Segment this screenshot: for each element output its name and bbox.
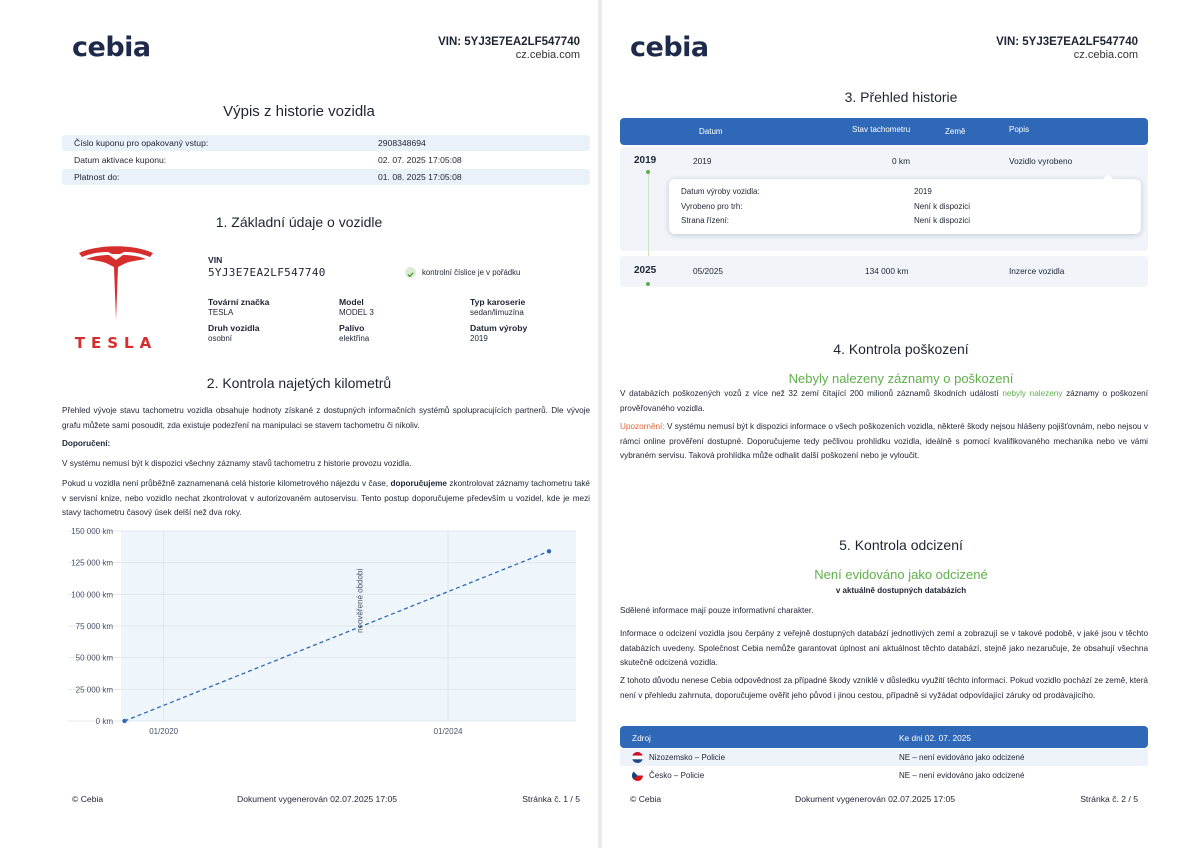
section4-title: 4. Kontrola poškození <box>833 341 969 357</box>
section2-title: 2. Kontrola najetých kilometrů <box>206 375 392 391</box>
detail-card-pointer <box>1102 174 1114 180</box>
paragraph: Pokud u vozidla není průběžně zaznamenaná celá historie kilometrového nájezdu v čase, doporučujeme zkontrolovat záznamy tachometru také v servisní knize, nebo vozidlo nechat zkontrolovat v autorizovaném autoservisu. Tento postup doporučujeme především u vozidel, kde je mezi stavy tachometru časový úsek delší než dva roky. <box>62 479 590 517</box>
history-km: 134 000 km <box>865 266 909 276</box>
check-icon <box>405 267 416 278</box>
chart-data-point <box>122 719 126 723</box>
section5-title: 5. Kontrola odcizení <box>839 537 963 553</box>
theft-subnote: v aktuálně dostupných databázích <box>835 586 967 595</box>
timeline-dot <box>646 282 650 286</box>
field-label: Datum výroby <box>470 323 528 333</box>
history-desc: Inzerce vozidla <box>1009 266 1065 276</box>
chart-y-tick-label: 75 000 km <box>75 622 113 631</box>
chart-y-tick-label: 150 000 km <box>71 527 113 536</box>
footer-page-number: Stránka č. 1 / 5 <box>522 794 580 804</box>
footer-generated: Dokument vygenerován 02.07.2025 17:05 <box>795 794 956 804</box>
vin-value: 5YJ3E7EA2LF547740 <box>208 266 326 279</box>
footer-page-number: Stránka č. 2 / 5 <box>1080 794 1138 804</box>
history-km: 0 km <box>892 156 910 166</box>
brand-logo <box>74 244 158 356</box>
theft-table-row: Česko – Policie NE – není evidováno jako odcizené <box>620 767 1148 784</box>
report-page-1 <box>0 0 598 848</box>
page-title: Výpis z historie vozidla <box>223 103 375 120</box>
field-label: Druh vozidla <box>208 323 260 333</box>
chart-y-tick-label: 125 000 km <box>71 558 113 568</box>
field-value: TESLA <box>208 308 234 317</box>
chart-data-point <box>547 549 551 553</box>
brand-wordmark: TESLA <box>74 334 158 352</box>
warning-paragraph: Upozornění: V systému nemusí být k dispozici informace o všech poškozeních vozidla, některé škody nejsou hlášeny pojišťovnám, nebo nejsou v rámci online prověření dostupné. Doporučujeme tedy pečlivou prohlídku vozidla, ideálně s pomocí kvalifikovaného mechanika nebo ve vámi vybraném servisu. Taková prohlídka může odhalit další poškození nebo je vyloučit. <box>620 422 1148 460</box>
nl-flag-icon <box>632 752 643 763</box>
header-site-link[interactable]: cz.cebia.com <box>1073 49 1138 61</box>
theft-table-row: Nizozemsko – Policie NE – není evidováno jako odcizené <box>620 749 1148 766</box>
field-label: Typ karoserie <box>470 297 526 307</box>
cz-flag-icon <box>632 770 643 781</box>
history-table-header: Datum Stav tachometru Země Popis <box>620 118 1148 145</box>
field-value: sedan/limuzína <box>470 308 524 317</box>
cebia-logo: cebia <box>72 32 151 63</box>
chart-y-tick-label: 25 000 km <box>75 685 113 695</box>
history-row[interactable] <box>620 256 1148 287</box>
coupon-row: Platnost do: 01. 08. 2025 17:05:08 <box>62 169 590 185</box>
header-site-link[interactable]: cz.cebia.com <box>515 49 580 61</box>
paragraph: Přehled vývoje stavu tachometru vozidla obsahuje hodnoty získané z dostupných informačních systémů spolupracujících partnerů. Dle vývoje grafu můžete sami posoudit, zda existuje podezření na manipulaci se stavem tachometru či nikoliv. <box>62 406 590 430</box>
chart-x-tick-label: 01/2020 <box>149 727 179 736</box>
chart-y-tick-label: 0 km <box>95 717 113 726</box>
recommend-label: Doporučení: <box>62 439 111 448</box>
field-value: MODEL 3 <box>339 308 374 317</box>
coupon-row: Datum aktivace kuponu: 02. 07. 2025 17:05:08 <box>74 155 462 165</box>
damage-result: Nebyly nalezeny záznamy o poškození <box>788 371 1014 386</box>
field-label: Model <box>339 297 364 307</box>
field-label: Tovární značka <box>208 297 270 307</box>
history-detail-card: Datum výroby vozidla: 2019 Vyrobeno pro trh: Není k dispozici Strana řízení: Není k dispozici <box>669 179 1141 234</box>
footer-copyright: © Cebia <box>630 794 662 804</box>
tesla-emblem-icon <box>74 244 158 324</box>
timeline-dot <box>646 170 650 174</box>
timeline-year: 2025 <box>634 265 657 276</box>
footer-generated: Dokument vygenerován 02.07.2025 17:05 <box>237 794 398 804</box>
header-vin: VIN: 5YJ3E7EA2LF547740 <box>438 36 580 48</box>
paragraph: V databázích poškozených vozů z více než 32 zemí čítající 200 milionů záznamů škodních událostí nebyly nalezeny záznamy o poškození prověřovaného vozidla. <box>620 389 1149 413</box>
history-date: 2019 <box>693 156 712 166</box>
footer-copyright: © Cebia <box>72 794 104 804</box>
paragraph: Sdělené informace mají pouze informativní charakter. <box>620 606 814 615</box>
header-vin: VIN: 5YJ3E7EA2LF547740 <box>996 36 1138 48</box>
chart-y-tick-label: 50 000 km <box>75 653 113 663</box>
history-date: 05/2025 <box>693 266 723 276</box>
chart-annotation: neověřené období <box>355 568 365 633</box>
cebia-logo: cebia <box>630 32 709 63</box>
field-value: elektřina <box>339 334 370 343</box>
field-label: Palivo <box>339 323 365 333</box>
theft-result: Není evidováno jako odcizené <box>814 567 988 582</box>
field-value: 2019 <box>470 334 488 343</box>
field-value: osobní <box>208 334 233 343</box>
section1-title: 1. Základní údaje o vozidle <box>215 214 383 230</box>
paragraph: V systému nemusí být k dispozici všechny záznamy stavů tachometru z historie provozu vozidla. <box>62 459 412 468</box>
mileage-chart <box>0 520 598 742</box>
coupon-row: Číslo kuponu pro opakovaný vstup: 2908348694 <box>62 135 590 151</box>
paragraph: Informace o odcizení vozidla jsou čerpány z veřejně dostupných databází jednotlivých zemí a zobrazují se v takové podobě, v jaké jsou v těchto databázích uvedeny. Společnost Cebia nemůže garantovat úplnost ani aktuálnost těchto databází, stejně jako nezaručuje, že obsahují všechna skutečně odcizená vozidla. <box>620 629 1148 667</box>
history-desc: Vozidlo vyrobeno <box>1009 156 1073 166</box>
chart-x-tick-label: 01/2024 <box>433 727 463 736</box>
theft-table-header: Zdroj Ke dni 02. 07. 2025 <box>620 726 1148 748</box>
chart-y-tick-label: 100 000 km <box>71 590 113 600</box>
vin-label: VIN <box>208 255 223 265</box>
vin-check-text: kontrolní číslice je v pořádku <box>422 268 521 277</box>
section3-title: 3. Přehled historie <box>844 89 958 105</box>
timeline-year: 2019 <box>634 155 657 166</box>
report-page-2 <box>602 0 1200 848</box>
paragraph: Z tohoto důvodu nenese Cebia odpovědnost za případné škody vzniklé v důsledku využití těchto informací. Pokud vozidlo pochází ze země, která není v přehledu zahrnuta, doporučujeme ověřit jeho původ i jinou cestou, případně si vyžádat odpovídající záruky od prodávajícího. <box>620 676 1148 700</box>
